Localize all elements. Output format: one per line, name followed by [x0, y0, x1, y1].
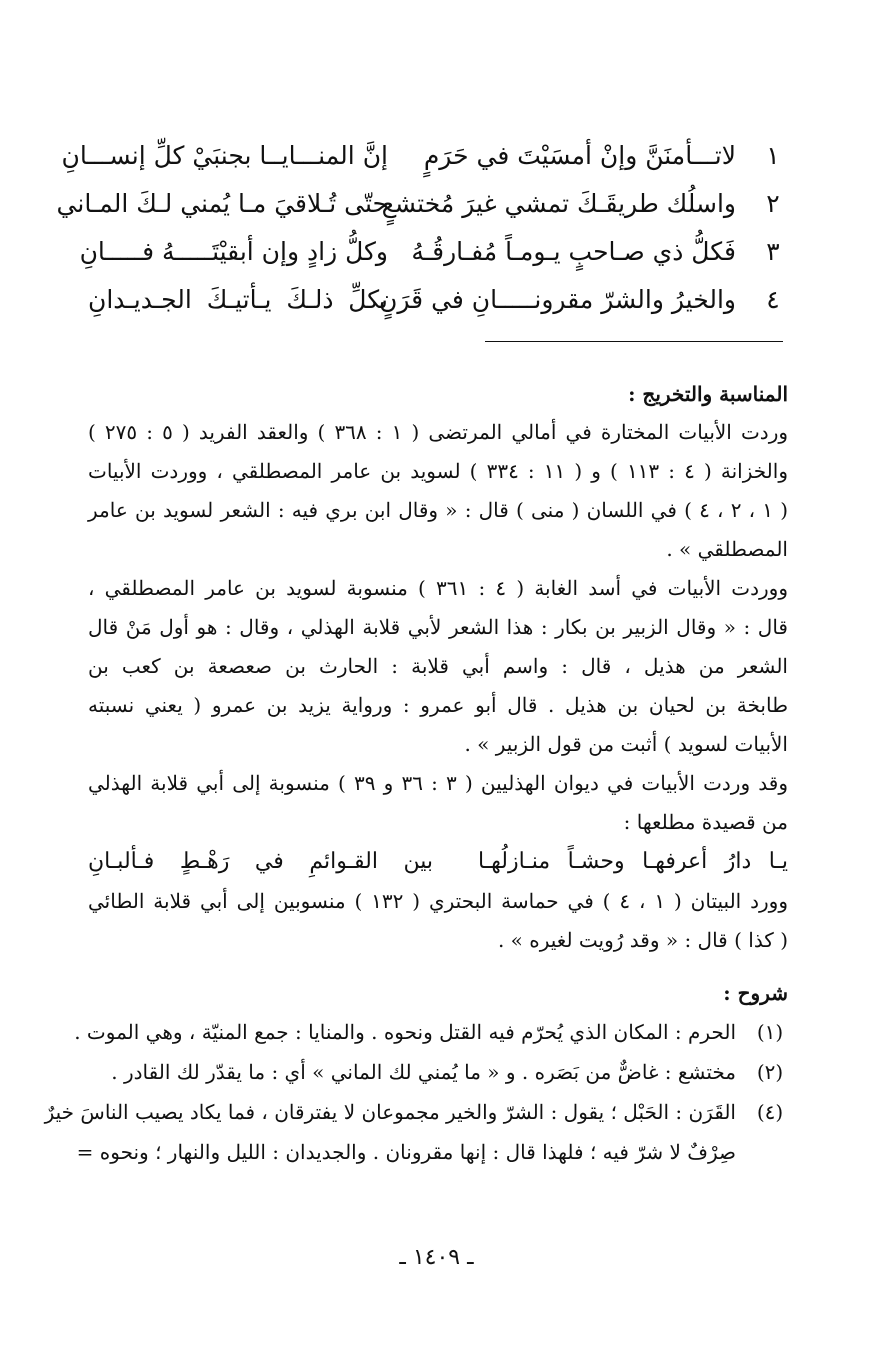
footnote-divider	[485, 341, 783, 342]
note-number: (١)	[756, 1020, 784, 1044]
verse-first-hemistich: لاتـــأمنَنَّ وإنْ أمسَيْتَ في حَرَمٍ	[423, 141, 736, 170]
verse-number: ٢	[766, 189, 780, 218]
note-text: الحرم : المكان الذي يُحرّم فيه القتل ونحوه . والمنايا : جمع المنيّة ، وهي الموت .	[74, 1020, 736, 1044]
poem-verses	[56, 132, 788, 324]
text-line: ( كذا ) قال : « وقد رُويت لغيره » .	[497, 928, 788, 952]
verse-second-hemistich: بكلِّ ذلـكَ يـأتيـكَ الجـديـدانِ	[88, 285, 388, 314]
text-line: من قصيدة مطلعها :	[623, 810, 788, 834]
explanation-note	[44, 1092, 788, 1132]
text-line: الأبيات لسويد ) أثبت من قول الزبير » .	[464, 732, 788, 756]
quoted-verse	[88, 842, 788, 882]
verse-line	[56, 180, 788, 228]
text-line: وردت الأبيات المختارة في أمالي المرتضى ( ١ : ٣٦٨ ) والعقد الفريد ( ٥ : ٢٧٥ )	[88, 420, 789, 444]
note-text-continued: صِرْفٌ لا شرّ فيه ؛ فلهذا قال : إنها مقرونان . والجديدان : الليل والنهار ؛ ونحوه =	[76, 1140, 736, 1164]
verse-line	[79, 228, 788, 276]
note-number: (٢)	[756, 1060, 784, 1084]
section-heading-sources: المناسبة والتخريج :	[628, 382, 788, 406]
verse-number: ٤	[766, 285, 780, 314]
verse-second-hemistich: حتّى تُـلاقيَ مـا يُمني لـكَ المـاني	[56, 189, 388, 218]
text-line: الشعر من هذيل ، قال : واسم أبي قلابة : الحارث بن صعصعة بن كعب بن	[88, 654, 788, 678]
text-line: ووردت الأبيات في أسد الغابة ( ٤ : ٣٦١ ) منسوبة لسويد بن عامر المصطلقي ،	[88, 576, 788, 600]
verse-first-hemistich: واسلُك طريقَـكَ تمشي غيرَ مُختشعٍ	[381, 189, 736, 218]
explanation-note	[74, 1012, 788, 1052]
text-line: طابخة بن لحيان بن هذيل . قال أبو عمرو : ورواية يزيد بن عمرو ( يعني نسبته	[88, 693, 788, 717]
verse-number: ١	[766, 141, 780, 170]
quoted-verse-second: بين القـوائمِ في رَهْـطٍ فـألبـانِ	[88, 849, 433, 874]
commentary	[44, 375, 789, 1172]
section-heading-explanations: شروح :	[723, 981, 788, 1005]
text-line: وورد البيتان ( ١ ، ٤ ) في حماسة البحتري ( ١٣٢ ) منسوبين إلى أبي قلابة الطائي	[88, 889, 788, 913]
text-line: والخزانة ( ٤ : ١١٣ ) و ( ١١ : ٣٣٤ ) لسويد بن عامر المصطلقي ، ووردت الأبيات	[88, 459, 788, 483]
text-line: قال : « وقال الزبير بن بكار : هذا الشعر لأبي قلابة الهذلي ، وقال : هو أول مَنْ قال	[88, 615, 788, 639]
verse-first-hemistich: فَكلُّ ذي صـاحبٍ يـومـاً مُفـارقُـهُ	[411, 237, 736, 266]
verse-second-hemistich: وكلُّ زادٍ وإن أبقيْتَـــــهُ فـــــانِ	[79, 237, 388, 266]
quoted-verse-first: يـا دارُ أعرفهـا وحشـاً منـازلُهـا	[478, 849, 788, 874]
text-line: المصطلقي » .	[666, 537, 788, 561]
verse-number: ٣	[766, 237, 780, 266]
text-line: وقد وردت الأبيات في ديوان الهذليين ( ٣ : ٣٦ و ٣٩ ) منسوبة إلى أبي قلابة الهذلي	[88, 771, 789, 795]
text-line: ( ١ ، ٢ ، ٤ ) في اللسان ( منى ) قال : « وقال ابن بري فيه : الشعر لسويد بن عامر	[88, 498, 789, 522]
verse-first-hemistich: والخيرُ والشرّ مقرونـــــانِ في قَرَنٍ	[379, 285, 736, 314]
verse-second-hemistich: إنَّ المنـــايــا بجنبَيْ كلِّ إنســـانِ	[61, 141, 388, 170]
note-text: مختشع : غاضٌّ من بَصَره . و « ما يُمني لك الماني » أي : ما يقدّر لك القادر .	[111, 1060, 736, 1084]
note-text: القَرَن : الحَبْل ؛ يقول : الشرّ والخير مجموعان لا يفترقان ، فما يكاد يصيب الناسَ خيرٌ	[44, 1100, 736, 1124]
verse-line	[61, 132, 788, 180]
explanation-note	[88, 1052, 788, 1092]
note-number: (٤)	[756, 1100, 784, 1124]
page-number: ـ ١٤٠٩ ـ	[399, 1245, 474, 1270]
verse-line	[88, 276, 788, 324]
